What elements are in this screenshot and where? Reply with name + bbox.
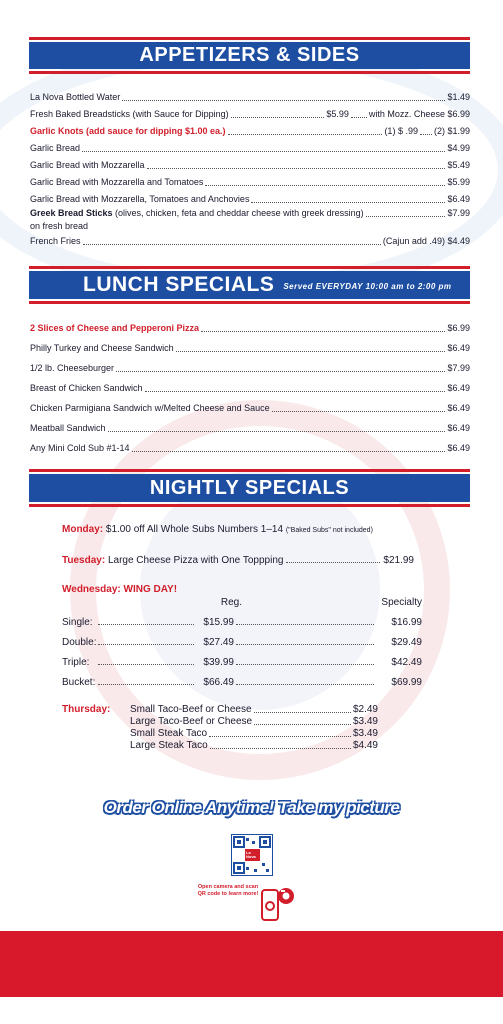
list-item: Large Taco-Beef or Cheese $3.49: [130, 716, 378, 727]
col-specialty: Specialty: [381, 597, 422, 608]
list-item: Small Taco-Beef or Cheese $2.49: [130, 704, 378, 715]
list-item: Any Mini Cold Sub #1-14 $6.49: [30, 443, 470, 453]
lunch-list: [30, 314, 470, 454]
col-reg: Reg.: [220, 597, 242, 608]
monday-special: Monday: $1.00 off All Whole Subs Numbers 1–14 ("Baked Subs" not included): [62, 524, 373, 535]
list-item: Small Steak Taco $3.49: [130, 728, 378, 739]
qr-code[interactable]: [231, 834, 273, 876]
list-item: 2 Slices of Cheese and Pepperoni Pizza $6.99: [30, 323, 470, 333]
lunch-header: [29, 266, 470, 304]
list-item: French Fries (Cajun add .49) $4.49: [30, 236, 470, 246]
list-item: 1/2 lb. Cheeseburger $7.99: [30, 363, 470, 373]
phone-camera-icon: [258, 884, 298, 924]
appetizers-list: [30, 86, 470, 247]
list-item: Philly Turkey and Cheese Sandwich $6.49: [30, 343, 470, 353]
footer-band: [0, 931, 503, 997]
table-row: Triple: $39.99 $42.49: [62, 657, 422, 668]
nightly-header: [29, 469, 470, 507]
tuesday-special: Tuesday: Large Cheese Pizza with One Toppping $21.99: [62, 555, 414, 566]
list-item: Garlic Bread with Mozzarella, Tomatoes and Anchovies $6.49: [30, 194, 470, 204]
list-item: Breast of Chicken Sandwich $6.49: [30, 383, 470, 393]
table-row: Single: $15.99 $16.99: [62, 617, 422, 628]
list-item: Garlic Bread with Mozzarella $5.49: [30, 160, 470, 170]
appetizers-header: [29, 37, 470, 74]
lunch-subtitle: Served EVERYDAY 10:00 am to 2:00 pm: [283, 282, 452, 291]
list-item: La Nova Bottled Water $1.49: [30, 92, 470, 102]
table-row: Double: $27.49 $29.49: [62, 637, 422, 648]
list-item: Meatball Sandwich $6.49: [30, 423, 470, 433]
list-item: Chicken Parmigiana Sandwich w/Melted Cheese and Sauce $6.49: [30, 403, 470, 413]
nightly-title: NIGHTLY SPECIALS: [29, 474, 470, 502]
wing-prices: [62, 594, 422, 688]
qr-logo-text: La Nova: [246, 850, 256, 859]
table-row: Bucket: $66.49 $69.99: [62, 677, 422, 688]
list-item: Greek Bread Sticks (olives, chicken, feta and cheddar cheese with greek dressing) $7.99: [30, 208, 470, 218]
list-item: Garlic Bread with Mozzarella and Tomatoes $5.99: [30, 177, 470, 187]
lunch-title: LUNCH SPECIALS: [83, 273, 275, 296]
appetizers-title: APPETIZERS & SIDES: [29, 42, 470, 69]
list-item: Garlic Knots (add sauce for dipping $1.00 ea.) (1) $ .99 (2) $1.99: [30, 126, 470, 136]
wednesday-special: Wednesday: WING DAY!: [62, 584, 178, 595]
list-item: Large Steak Taco $4.49: [130, 740, 378, 751]
list-item: Garlic Bread $4.99: [30, 143, 470, 153]
wing-header-row: [62, 594, 422, 608]
list-item-continued: on fresh bread: [30, 221, 89, 231]
qr-caption: Open camera and scan QR code to learn more!: [197, 884, 259, 897]
order-online-banner: Order Online Anytime! Take my picture: [103, 798, 400, 817]
list-item: Fresh Baked Breadsticks (with Sauce for Dipping) $5.99 with Mozz. Cheese $6.99: [30, 109, 470, 119]
